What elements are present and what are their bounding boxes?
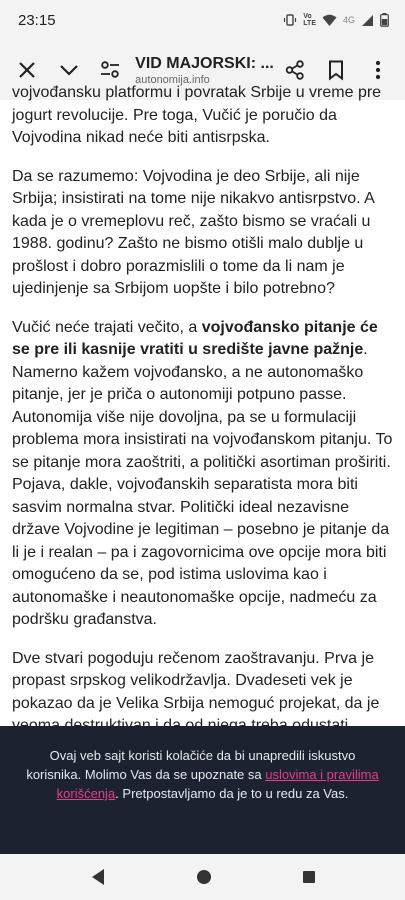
page-domain: autonomija.info [135, 73, 210, 86]
share-icon [285, 60, 305, 80]
home-icon[interactable] [196, 869, 212, 885]
network-type-label: 4G [342, 15, 355, 25]
status-bar [0, 0, 405, 40]
article-body [12, 82, 397, 754]
paragraph-3 [12, 317, 397, 632]
page-title-area[interactable] [135, 55, 274, 86]
status-time: 23:15 [18, 11, 56, 29]
more-vert-icon [375, 60, 381, 80]
vibrate-icon [283, 13, 297, 27]
page-settings-icon [100, 61, 120, 79]
navigation-bar [0, 854, 405, 900]
paragraph-1: vojvođansku platformu i povratak Srbije u vreme pre jogurt revolucije. Pre toga, Vučić je poručio da Vojvodina nikad neće biti antisrpska. [12, 84, 382, 146]
paragraph-4: Dve stvari pogoduju rečenom zaoštravanju. Prva je propast srpskog velikodržavlja. Dvadeseti vek je pokazao da je Velika Srbija nemoguć projekat, da je [12, 649, 380, 712]
volte-icon: Vo LTE [303, 13, 316, 27]
recents-icon[interactable] [302, 870, 316, 884]
system-icons [283, 13, 389, 27]
battery-icon [380, 13, 389, 27]
back-icon[interactable] [90, 868, 106, 886]
chevron-down-icon [59, 64, 79, 76]
signal-icon [361, 14, 374, 27]
cookie-text-outro: . Pretpostavljamo da je to u redu za Vas. [115, 786, 349, 801]
paragraph-3-rest: . Namerno kažem vojvođansko, a ne autonomaško pitanje, jer je priča o autonomiji potpuno passe. Autonomija više nije dovoljna, pa se u formulaciji problema mora insistirati na vojvođanskom pitanju. To se pitanje mora zaoštriti, a politički asortiman proširiti. Pojava, dakle, vojvođanskih separatista mora biti sasvim normalna stvar. Politički ideal nezavisne države Vojvodine je legitiman – posebno je pitanje da li je i realan – pa i zagovornicima ove opcije mora biti omogućeno da se, pod istima uslovima kao i autonomaške i neautonomaške opcije, nadmeću za podršku građanstva. [12, 341, 393, 628]
wifi-icon [322, 14, 337, 27]
bookmark-icon [328, 60, 344, 80]
close-icon [18, 61, 36, 79]
article-viewport[interactable] [0, 84, 405, 740]
terms-link[interactable]: uslovima i pravilima korišćenja [56, 767, 379, 801]
cookie-banner [0, 726, 405, 854]
paragraph-3-emphasis: vojvođansko pitanje će se pre ili kasnije vratiti u središte javne pažnje [12, 318, 378, 358]
paragraph-2: Da se razumemo: Vojvodina je deo Srbije, ali nije Srbija; insistirati na tome nije nikakvo antisrpstvo. A kada je o vremeplovu reč, zašto bismo se vraćali u 1988. godinu? Zašto ne bismo otišli malo dublje u prošlost i dobro porazmislili o tome da li nam je ujedinjenje sa Srbijom uopšte i bilo potrebno? [12, 167, 374, 297]
paragraph-3-intro: Vučić neće trajati večito, a [12, 318, 202, 336]
cookie-text-intro: Ovaj veb sajt koristi kolačiće da bi unapredili iskustvo korisnika. Molimo Vas da se upoznate sa [26, 748, 356, 782]
page-title: VID MAJORSKI: ... [135, 54, 274, 72]
